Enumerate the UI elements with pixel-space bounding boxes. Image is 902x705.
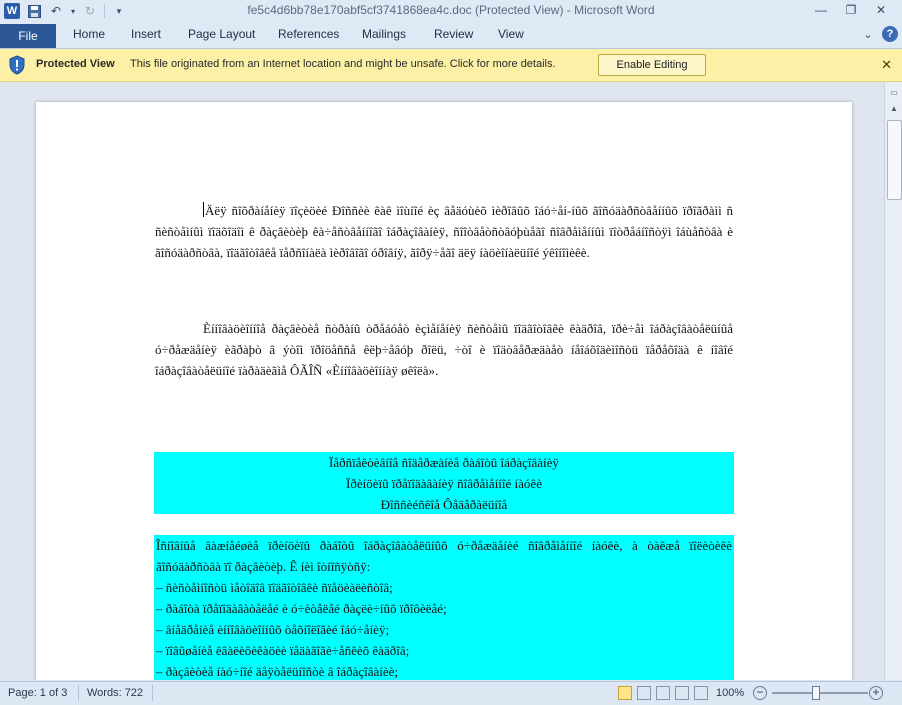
- web-layout-view-icon[interactable]: [656, 686, 670, 700]
- zoom-level[interactable]: 100%: [716, 687, 745, 699]
- list-item: – ðàçâèòèå íàó÷íîé äåÿòåëüíîñòè â îáðàçîâàíèè;: [156, 664, 399, 679]
- tab-references[interactable]: References: [278, 27, 340, 41]
- zoom-out-icon[interactable]: −: [753, 686, 767, 700]
- protected-view-bar[interactable]: [0, 49, 902, 82]
- protected-view-message[interactable]: This file originated from an Internet location and might be unsafe. Click for more details.: [130, 58, 556, 70]
- status-bar: [0, 681, 902, 705]
- title-bar: [0, 0, 902, 23]
- tab-page-layout[interactable]: Page Layout: [188, 27, 256, 41]
- list-item: – ïîâûøåíèå êâàëèôèêàöèè ïåäàãîãè÷åñêèõ êàäðîâ;: [156, 643, 410, 658]
- ribbon-collapse-icon[interactable]: ⌄: [863, 28, 873, 41]
- close-icon[interactable]: ✕: [881, 57, 892, 72]
- page-count[interactable]: Page: 1 of 3: [8, 687, 68, 699]
- window-title: fe5c4d6bb78e170abf5cf3741868ea4c.doc (Protected View) - Microsoft Word: [247, 3, 655, 17]
- zoom-slider-knob[interactable]: [812, 686, 820, 700]
- vertical-scrollbar[interactable]: [884, 82, 902, 680]
- redo-icon[interactable]: ↻: [84, 4, 96, 18]
- document-page[interactable]: [36, 102, 852, 680]
- ribbon-tabs: [0, 22, 902, 49]
- list-item: – ñèñòåìíîñòü ìåòîäîâ ïîäãîòîâêè ñïåöèàëèñòîâ;: [156, 580, 393, 595]
- paragraph-1-text: Äëÿ ñîõðàíåíèÿ ïîçèöèé Ðîññèè êàê ìîùíîé èç âåäóùèõ ìèðîâûõ îáó÷åí-íûõ ãîñóäàðñòâåííûõ ïðîãðàìì ñ ñèñòåìíûì ïîäõîäîì ê ðàçâèòèþ êà÷åñòâåííîãî îáðàçîâàíèÿ, ñîîòâåòñòâóþùåãî ñîâðåìåííûì ïîòðåáíîñòÿì îáùåñòâà è ãîñóäàðñòâà, ïîäãîòîâêå ïåðñîíàëà ìèðîâîãî óðîâíÿ, ãîðÿ÷åãî äëÿ íàöèîíàëüíîé ýêîíîìèêè.: [155, 203, 733, 260]
- paragraph-1[interactable]: [155, 200, 733, 263]
- ruler-toggle-icon[interactable]: ▭: [890, 87, 898, 97]
- ribbon-right-controls: [860, 26, 898, 42]
- zoom-slider-track[interactable]: [772, 692, 868, 694]
- heading-line-3: Ðîññèéñêîå Ôåäåðàëüíîå: [380, 497, 508, 512]
- window-controls: [806, 1, 896, 19]
- maximize-icon[interactable]: ❐: [845, 3, 857, 17]
- status-separator: [152, 685, 153, 701]
- tab-mailings[interactable]: Mailings: [362, 27, 407, 41]
- draft-view-icon[interactable]: [694, 686, 708, 700]
- tab-home[interactable]: Home: [73, 27, 106, 41]
- word-app-icon[interactable]: W: [4, 3, 20, 19]
- minimize-icon[interactable]: —: [815, 3, 827, 17]
- shield-icon: [8, 55, 26, 75]
- undo-dropdown-icon[interactable]: ▾: [70, 6, 75, 16]
- document-area[interactable]: [0, 82, 884, 680]
- list-intro: Îñíîâíûå âàæíåéøèå ïðèíöèïû ðàáîòû îáðàçîâàòåëüíûõ ó÷ðåæäåíèé ñîâðåìåííîé íàóêè, à òàêæå ïîëèòèêè ãîñóäàðñòâà ïî ðàçâèòèþ. Ê íèì îòíîñÿòñÿ:: [156, 538, 732, 574]
- text-cursor: [203, 202, 204, 217]
- full-screen-reading-view-icon[interactable]: [637, 686, 651, 700]
- undo-icon[interactable]: ↶: [50, 4, 62, 18]
- scroll-thumb[interactable]: [887, 120, 902, 200]
- heading-line-2: Ïðèíöèïû ïðåïîäàâàíèÿ ñîâðåìåííîé íàóêè: [346, 476, 542, 491]
- outline-view-icon[interactable]: [675, 686, 689, 700]
- scroll-up-icon[interactable]: ▲: [890, 103, 898, 113]
- list-item: – âíåäðåíèå èííîâàöèîííûõ òåõíîëîãèé îáó÷åíèÿ;: [156, 622, 390, 637]
- protected-view-title: Protected View: [36, 58, 115, 70]
- highlighted-heading-block[interactable]: [154, 452, 734, 514]
- word-count[interactable]: Words: 722: [87, 687, 144, 699]
- zoom-in-icon[interactable]: +: [869, 686, 883, 700]
- print-layout-view-icon[interactable]: [618, 686, 632, 700]
- highlighted-list-block[interactable]: [154, 535, 734, 680]
- close-window-icon[interactable]: ✕: [875, 3, 887, 17]
- status-separator: [78, 685, 79, 701]
- customize-qat-icon[interactable]: ▾: [116, 5, 122, 16]
- tab-view[interactable]: View: [498, 27, 524, 41]
- paragraph-2-text: Èííîâàöèîííîå ðàçâèòèå ñòðàíû òðåáóåò èçìåíåíèÿ ñèñòåìû ïîäãîòîâêè êàäðîâ, ïðè÷åì îáðàçîâàòåëüíûå ó÷ðåæäåíèÿ èãðàþò â ýòîì ïðîöåññå êëþ÷åâóþ ðîëü, ÷òî è ïîäòâåðæäàåò íåîáõîäèìîñòü ïåðåõîäà ê íîâîé îáðàçîâàòåëüíîé ïàðàäèãìå ÔÃÎÑ «Èííîâàöèîííàÿ øêîëà».: [155, 321, 733, 378]
- list-item: – ðàáîòà ïðåïîäàâàòåëåé è ó÷èòåëåé ðàçëè÷íûõ ïðîôèëåé;: [156, 601, 447, 616]
- tab-review[interactable]: Review: [434, 27, 474, 41]
- paragraph-2[interactable]: [155, 318, 733, 381]
- tab-file[interactable]: File: [0, 24, 56, 48]
- heading-line-1: Ïåðñïåêòèâíîå ñîäåðæàíèå ðàáîòû îáðàçîâàíèÿ: [329, 455, 559, 470]
- tab-insert[interactable]: Insert: [131, 27, 162, 41]
- help-icon[interactable]: ?: [882, 26, 898, 42]
- enable-editing-button[interactable]: Enable Editing: [598, 54, 706, 76]
